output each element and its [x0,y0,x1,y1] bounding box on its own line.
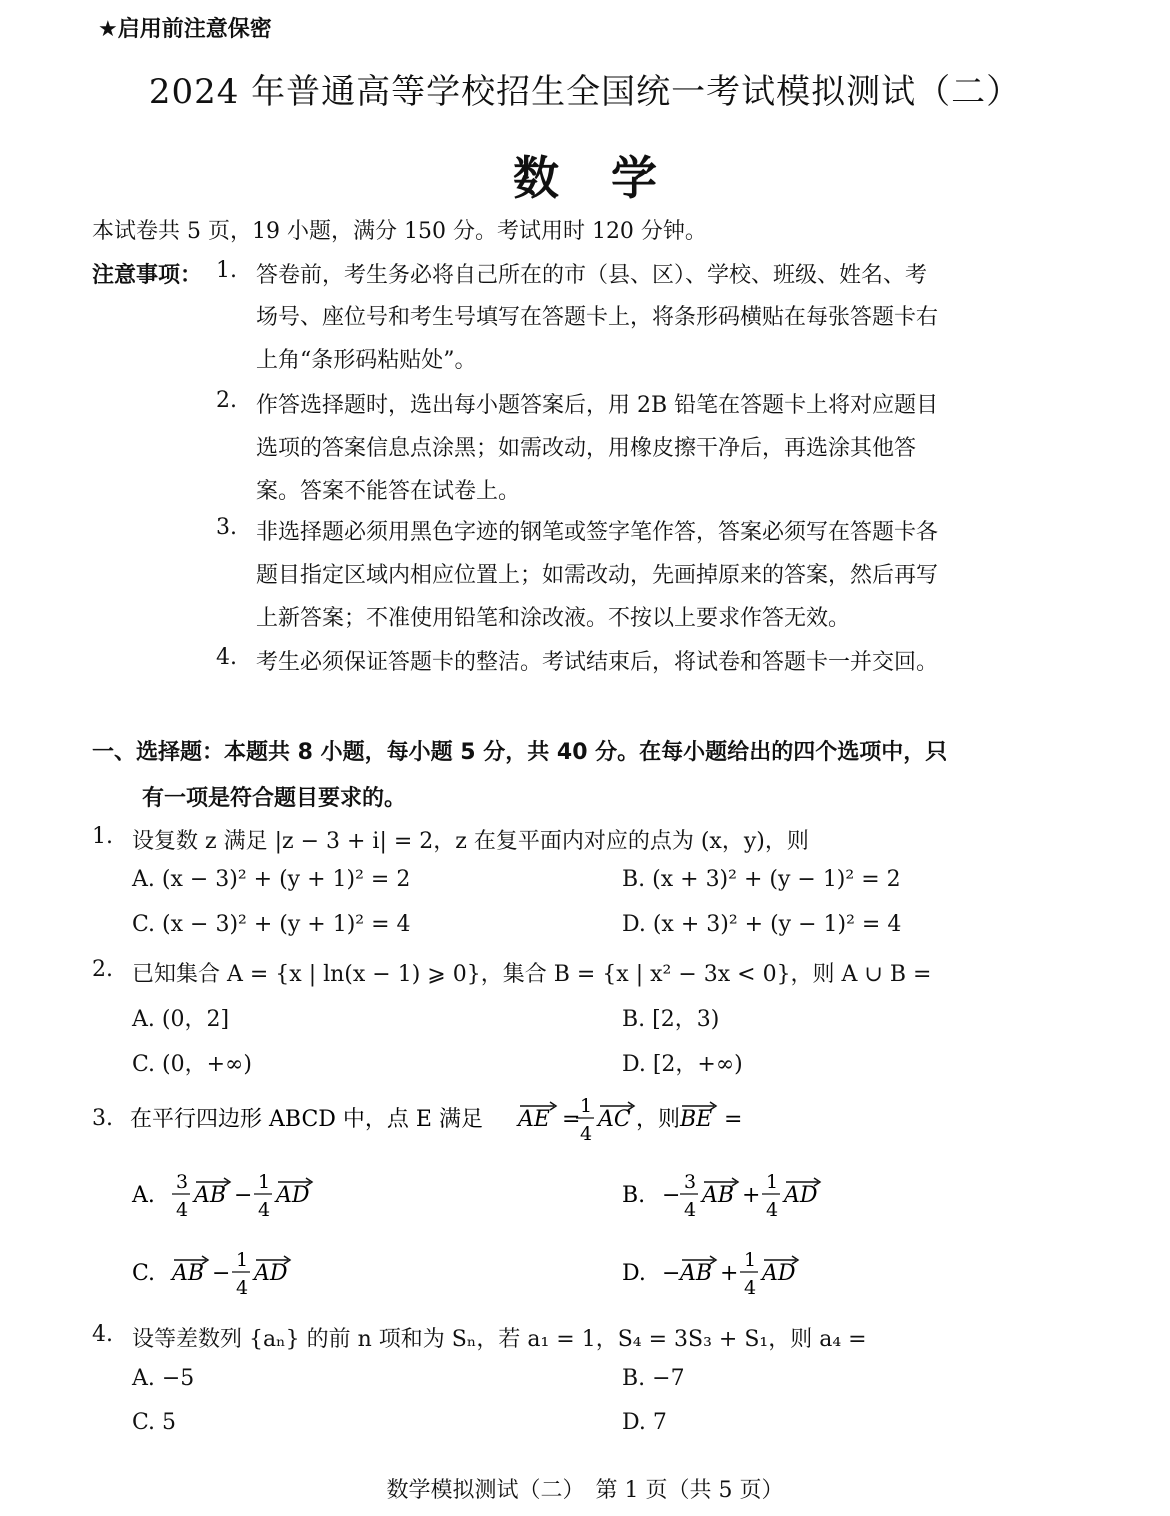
option-operator: − [212,1261,231,1286]
q3-then: ，则 [636,1107,681,1132]
notice-line: 选项的答案信息点涂黑；如需改动，用橡皮擦干净后，再选涂其他答 [256,436,917,461]
q3-end-equals: = [724,1107,743,1132]
notice-line: 答卷前，考生务必将自己所在的市（县、区）、学校、班级、姓名、考 [256,263,928,288]
question-stem: 设复数 z 满足 |z − 3 + i| = 2，z 在复平面内对应的点为 (x，y)，则 [132,829,809,854]
notice-line: 场号、座位号和考生号填写在答题卡上，将条形码横贴在每张答题卡右 [256,305,939,330]
option-b-letter: B. [622,1183,646,1208]
option-operator: + [742,1183,761,1208]
notice-line: 案。答案不能答在试卷上。 [256,479,521,504]
question-number: 2. [92,957,113,982]
option-vector-ad: AD [254,1261,288,1286]
section-heading: 一、选择题：本题共 8 小题，每小题 5 分，共 40 分。在每小题给出的四个选项中，只 [92,740,948,765]
q3-frac-den: 4 [580,1123,593,1145]
option-b: B. (x + 3)² + (y − 1)² = 2 [622,867,901,892]
option-b: B. [2，3) [622,1007,720,1032]
option-b: B. −7 [622,1366,685,1391]
notice-line: 上角“条形码粘贴处”。 [256,348,477,373]
notice-line: 非选择题必须用黑色字迹的钢笔或签字笔作答，答案必须写在答题卡各 [256,520,939,545]
option-coef1-num: 3 [176,1171,189,1193]
option-a-letter: A. [132,1183,155,1208]
option-sign: − [662,1261,681,1286]
option-d: D. (x + 3)² + (y − 1)² = 4 [622,912,902,937]
q3-equals: = [562,1107,581,1132]
option-coef2-num: 1 [258,1171,271,1193]
option-c: C. 5 [132,1410,177,1435]
option-c: C. (x − 3)² + (y + 1)² = 4 [132,912,411,937]
option-coef1-den: 4 [176,1199,189,1221]
option-vector-ab: AB [702,1183,735,1208]
q3-frac-num: 1 [580,1095,593,1117]
option-a: A. −5 [132,1366,195,1391]
option-coef2-den: 4 [766,1199,779,1221]
option-coef2-den: 4 [258,1199,271,1221]
option-coef2-num: 1 [236,1249,249,1271]
option-vector-ab: AB [194,1183,227,1208]
notice-item-number: 3. [216,515,237,540]
notice-line: 作答选择题时，选出每小题答案后，用 2B 铅笔在答题卡上将对应题目 [256,393,939,418]
question-stem: 设等差数列 {aₙ} 的前 n 项和为 Sₙ，若 a₁ = 1，S₄ = 3S₃ + S₁，则 a₄ = [132,1327,867,1352]
q3-vector-ac: AC [598,1107,631,1132]
question-number: 3. [92,1106,113,1131]
option-d: D. [2，+∞) [622,1052,743,1077]
option-coef2-num: 1 [744,1249,757,1271]
confidential-mark: ★启用前注意保密 [98,17,272,42]
notice-line: 题目指定区域内相应位置上；如需改动，先画掉原来的答案，然后再写 [256,563,939,588]
question-3-options [126,1160,846,1310]
q3-vector-be: BE [680,1107,713,1132]
option-coef1-den: 4 [684,1199,697,1221]
notice-item-number: 2. [216,388,237,413]
option-c-letter: C. [132,1261,156,1286]
notice-line: 上新答案；不准使用铅笔和涂改液。不按以上要求作答无效。 [256,606,851,631]
option-a: A. (x − 3)² + (y + 1)² = 2 [132,867,411,892]
question-number: 4. [92,1322,113,1347]
subject-title: 数学 [513,151,709,205]
question-number: 1. [92,824,113,849]
option-d-letter: D. [622,1261,646,1286]
option-vector-ab: AB [172,1261,205,1286]
exam-title: 2024 年普通高等学校招生全国统一考试模拟测试（二） [148,72,1022,112]
notice-label: 注意事项： [92,263,203,288]
exam-intro: 本试卷共 5 页，19 小题，满分 150 分。考试用时 120 分钟。 [92,219,707,244]
option-coef2-num: 1 [766,1171,779,1193]
option-coef2-den: 4 [744,1277,757,1299]
option-coef2-den: 4 [236,1277,249,1299]
option-c: C. (0，+∞) [132,1052,252,1077]
option-coef1-num: 3 [684,1171,697,1193]
notice-item-number: 1. [216,258,237,283]
option-operator: + [720,1261,739,1286]
notice-line: 考生必须保证答题卡的整洁。考试结束后，将试卷和答题卡一并交回。 [256,650,939,675]
option-operator: − [234,1183,253,1208]
option-vector-ad: AD [276,1183,310,1208]
question-stem: 已知集合 A = {x | ln(x − 1) ⩾ 0}，集合 B = {x | x² − 3x < 0}，则 A ∪ B = [132,962,932,987]
option-sign: − [662,1183,681,1208]
question-3-stem [126,1088,826,1148]
section-heading-cont: 有一项是符合题目要求的。 [142,786,407,811]
q3-stem-text: 在平行四边形 ABCD 中，点 E 满足 [130,1107,483,1132]
option-vector-ad: AD [762,1261,796,1286]
q3-vector-ae: AE [518,1107,550,1132]
notice-item-number: 4. [216,645,237,670]
option-d: D. 7 [622,1410,667,1435]
option-a: A. (0，2] [132,1007,230,1032]
option-vector-ad: AD [784,1183,818,1208]
page-footer: 数学模拟测试（二） 第 1 页（共 5 页） [386,1478,784,1503]
option-vector-ab: AB [680,1261,713,1286]
